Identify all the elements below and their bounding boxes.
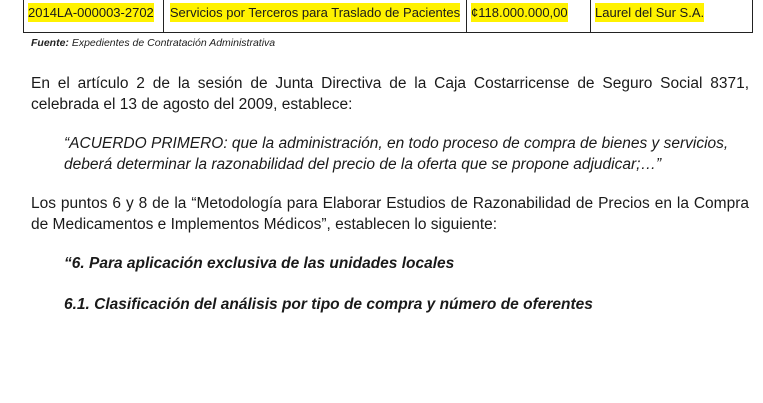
cell-amount-text: ¢118.000.000,00 [471,5,568,20]
table-cell-code [24,0,164,32]
table-cell-amount [467,0,591,32]
quote-heading-6: “6. Para aplicación exclusiva de las unidades locales [64,255,455,272]
source-note [31,37,275,49]
cell-description-text: Servicios por Terceros para Traslado de Pacientes [169,5,461,20]
paragraph-article: En el artículo 2 de la sesión de Junta Directiva de la Caja Costarricense de Seguro Social 8371, celebrada el 13 de agosto del 2009, establece: [31,75,749,113]
source-label: Fuente: [31,37,69,49]
table-cell-supplier [591,0,752,32]
source-text: Expedientes de Contratación Administrativa [68,37,276,49]
quote-acuerdo: “ACUERDO PRIMERO: que la administración, en todo proceso de compra de bienes y servicios, deberá determinar la razonabilidad del precio de la oferta que se propone adjudicar;…” [64,135,729,173]
table-row [23,0,753,33]
cell-supplier-text: Laurel del Sur S.A. [595,5,705,20]
table-cell-description [164,0,467,32]
paragraph-methodology: Los puntos 6 y 8 de la “Metodología para Elaborar Estudios de Razonabilidad de Precios en la Compra de Medicamentos e Implementos Médicos”, establecen lo siguiente: [31,195,749,233]
quote-heading-6-1: 6.1. Clasificación del análisis por tipo de compra y número de oferentes [64,296,593,313]
cell-code-text: 2014LA-000003-2702 [28,5,154,20]
